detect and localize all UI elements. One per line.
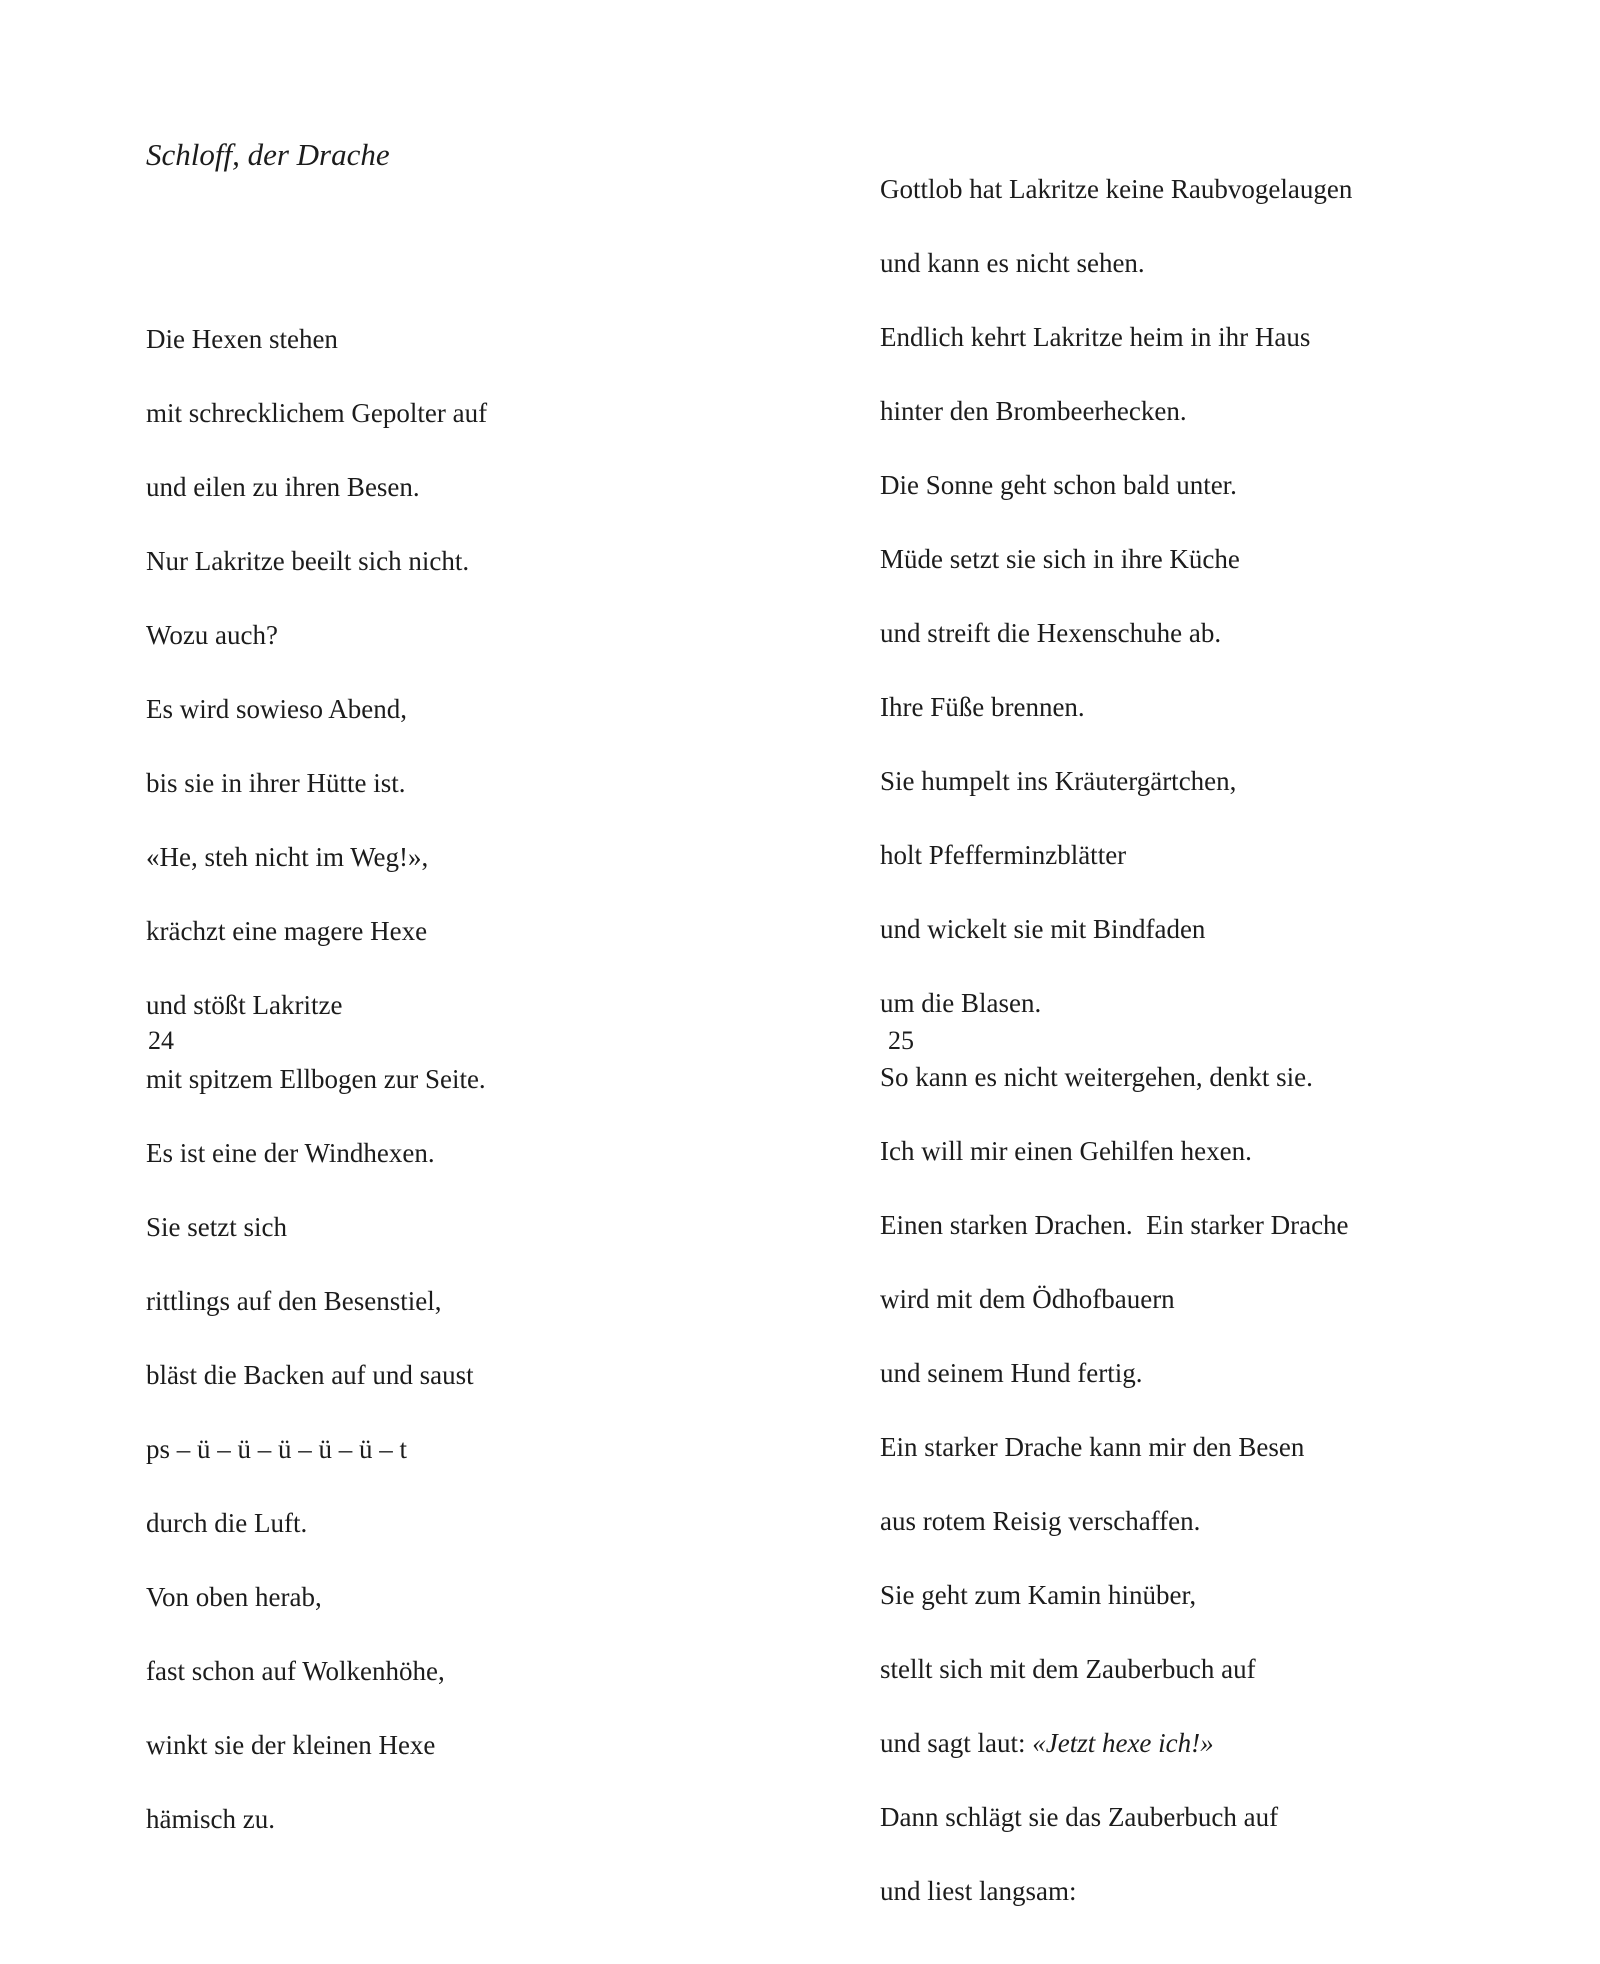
poem-line: aus rotem Reisig verschaffen. bbox=[880, 1506, 1201, 1536]
poem-line: hämisch zu. bbox=[146, 1804, 275, 1834]
poem-line: und wickelt sie mit Bindfaden bbox=[880, 914, 1206, 944]
poem-line: um die Blasen. bbox=[880, 988, 1042, 1018]
page-number-right: 25 bbox=[888, 1026, 914, 1055]
poem-line: fast schon auf Wolkenhöhe, bbox=[146, 1656, 445, 1686]
poem-line: Es wird sowieso Abend, bbox=[146, 694, 407, 724]
chapter-title: Schloff, der Drache bbox=[146, 137, 390, 172]
poem-line: Müde setzt sie sich in ihre Küche bbox=[880, 544, 1240, 574]
right-page bbox=[880, 98, 1520, 1964]
poem-line: Sie setzt sich bbox=[146, 1212, 287, 1242]
poem-line-normal-segment: und sagt laut: bbox=[880, 1728, 1033, 1758]
left-page bbox=[146, 100, 766, 1892]
poem-line: holt Pfefferminzblätter bbox=[880, 840, 1127, 870]
poem-line: und seinem Hund fertig. bbox=[880, 1358, 1143, 1388]
poem-line: und stößt Lakritze bbox=[146, 990, 343, 1020]
poem-line: ps – ü – ü – ü – ü – ü – t bbox=[146, 1434, 408, 1464]
poem-line: Sie geht zum Kamin hinüber, bbox=[880, 1580, 1197, 1610]
poem-line: stellt sich mit dem Zauberbuch auf bbox=[880, 1654, 1256, 1684]
poem-line: bis sie in ihrer Hütte ist. bbox=[146, 768, 406, 798]
poem-line: Sie humpelt ins Kräutergärtchen, bbox=[880, 766, 1237, 796]
poem-text-right bbox=[880, 134, 1520, 1946]
poem-text-left bbox=[146, 284, 766, 1874]
poem-line: wird mit dem Ödhofbauern bbox=[880, 1284, 1175, 1314]
poem-line: Von oben herab, bbox=[146, 1582, 322, 1612]
poem-line: Nur Lakritze beeilt sich nicht. bbox=[146, 546, 470, 576]
poem-line: hinter den Brombeerhecken. bbox=[880, 396, 1187, 426]
poem-line: mit schrecklichem Gepolter auf bbox=[146, 398, 488, 428]
poem-line: Die Hexen stehen bbox=[146, 324, 338, 354]
poem-line: durch die Luft. bbox=[146, 1508, 308, 1538]
poem-line: bläst die Backen auf und saust bbox=[146, 1360, 474, 1390]
poem-line: So kann es nicht weitergehen, denkt sie. bbox=[880, 1062, 1313, 1092]
poem-line: Dann schlägt sie das Zauberbuch auf bbox=[880, 1802, 1279, 1832]
poem-line: Die Sonne geht schon bald unter. bbox=[880, 470, 1237, 500]
poem-line: Wozu auch? bbox=[146, 620, 279, 650]
poem-line: und eilen zu ihren Besen. bbox=[146, 472, 420, 502]
poem-line: Endlich kehrt Lakritze heim in ihr Haus bbox=[880, 322, 1311, 352]
poem-line-italic-segment: «Jetzt hexe ich!» bbox=[1032, 1728, 1214, 1758]
poem-line: rittlings auf den Besenstiel, bbox=[146, 1286, 442, 1316]
poem-line: Ein starker Drache kann mir den Besen bbox=[880, 1432, 1305, 1462]
poem-line: Einen starken Drachen. Ein starker Drache bbox=[880, 1210, 1349, 1240]
poem-line: «He, steh nicht im Weg!», bbox=[146, 842, 429, 872]
poem-line: krächzt eine magere Hexe bbox=[146, 916, 428, 946]
poem-line: und streift die Hexenschuhe ab. bbox=[880, 618, 1222, 648]
poem-line-mixed bbox=[880, 1724, 1520, 1762]
poem-line: und liest langsam: bbox=[880, 1876, 1077, 1906]
poem-line: winkt sie der kleinen Hexe bbox=[146, 1730, 436, 1760]
poem-line: Es ist eine der Windhexen. bbox=[146, 1138, 435, 1168]
poem-line: Ihre Füße brennen. bbox=[880, 692, 1085, 722]
poem-line: und kann es nicht sehen. bbox=[880, 248, 1145, 278]
poem-line: Ich will mir einen Gehilfen hexen. bbox=[880, 1136, 1252, 1166]
poem-line: Gottlob hat Lakritze keine Raubvogelaugen bbox=[880, 174, 1353, 204]
poem-line: mit spitzem Ellbogen zur Seite. bbox=[146, 1064, 486, 1094]
page-number-left: 24 bbox=[148, 1026, 174, 1055]
